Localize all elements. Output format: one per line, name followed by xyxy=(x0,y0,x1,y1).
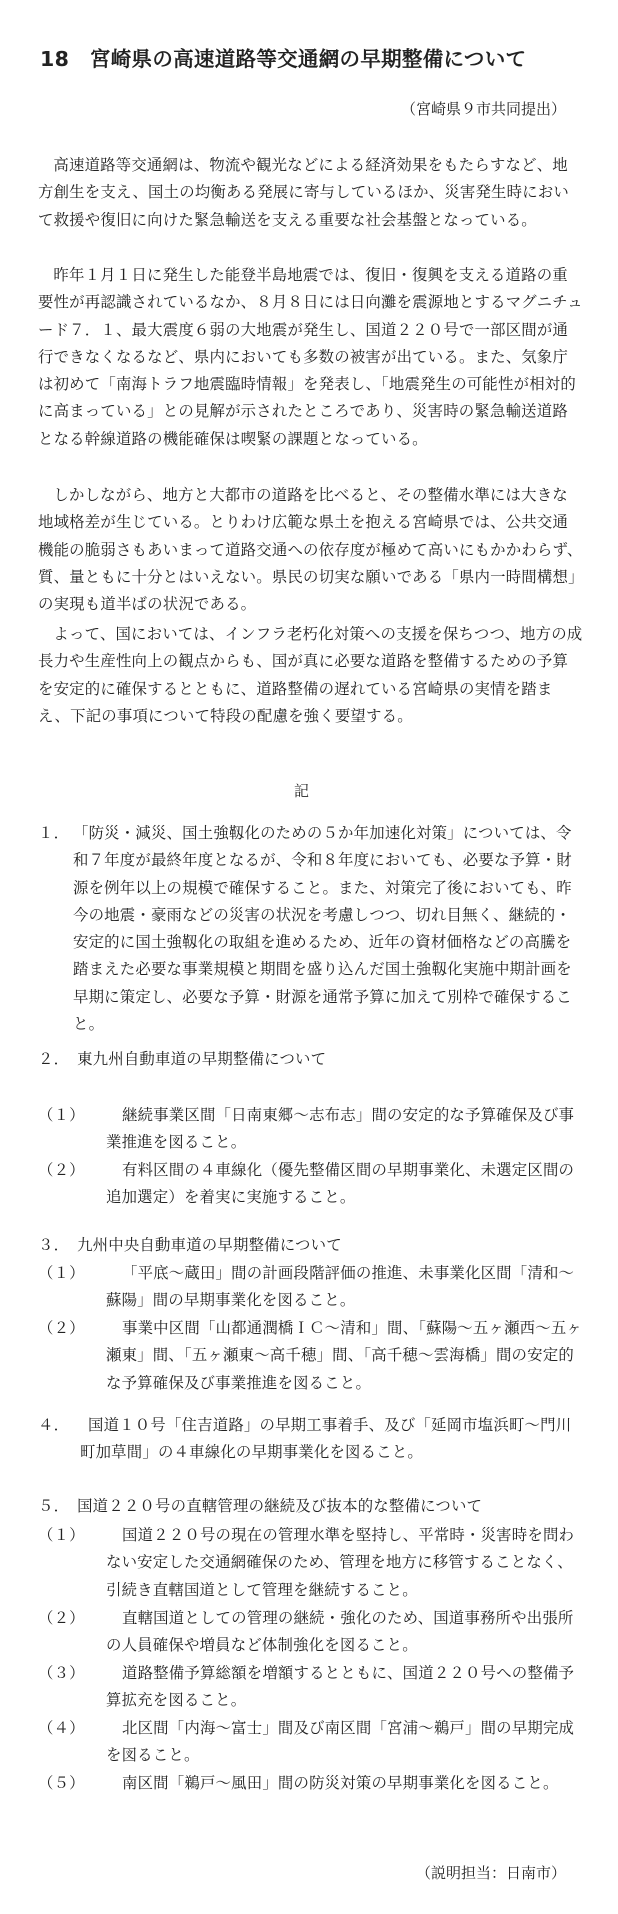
item-number: ４． xyxy=(38,1416,70,1434)
sub-item-number: （１） xyxy=(38,1264,85,1282)
sub-item xyxy=(38,1315,583,1397)
submitter-note: （宮崎県９市共同提出） xyxy=(400,100,566,118)
sub-item xyxy=(38,1260,583,1315)
sub-item xyxy=(38,1660,583,1715)
sub-item-number: （２） xyxy=(38,1319,85,1337)
document-title: 18 宮崎県の高速道路等交通網の早期整備について xyxy=(40,47,527,71)
sub-item xyxy=(38,1157,583,1212)
request-item-4 xyxy=(38,1412,583,1467)
section-heading: ５． 国道２２０号の直轄管理の継続及び抜本的な整備について xyxy=(38,1497,483,1515)
sub-item xyxy=(38,1102,583,1157)
sub-item-text: 有料区間の４車線化（優先整備区間の早期事業化、未選定区間の追加選定）を着実に実施すること。 xyxy=(106,1161,575,1207)
sub-item-text: 「平底～蔵田」間の計画段階評価の推進、未事業化区間「清和～蘇陽」間の早期事業化を図ること。 xyxy=(106,1264,575,1310)
body-paragraph: 高速道路等交通網は、物流や観光などによる経済効果をもたらすなど、地方創生を支え、国土の均衡ある発展に寄与しているほか、災害発生時において救援や復旧に向けた緊急輸送を支える重要な社会基盤となっている。 xyxy=(38,156,570,229)
sub-item-text: 継続事業区間「日南東郷～志布志」間の安定的な予算確保及び事業推進を図ること。 xyxy=(106,1106,575,1152)
explanation-note: （説明担当：日南市） xyxy=(415,1864,566,1882)
sub-item-number: （５） xyxy=(38,1774,85,1792)
body-paragraph: よって、国においては、インフラ老朽化対策への支援を保ちつつ、地方の成長力や生産性向上の観点からも、国が真に必要な道路を整備するための予算を安定的に確保するとともに、道路整備の遅れている宮崎県の実情を踏まえ、下記の事項について特段の配慮を強く要望する。 xyxy=(38,625,583,725)
sub-item-text: 国道２２０号の現在の管理水準を堅持し、平常時・災害時を問わない安定した交通網確保のため、管理を地方に移管することなく、引続き直轄国道として管理を継続すること。 xyxy=(106,1526,575,1599)
sub-item xyxy=(38,1715,583,1770)
sub-item-number: （１） xyxy=(38,1526,85,1544)
body-paragraph: しかしながら、地方と大都市の道路を比べると、その整備水準には大きな地域格差が生じている。とりわけ広範な県土を抱える宮崎県では、公共交通機能の脆弱さもあいまって道路交通への依存度が極めて高いにもかかわらず、質、量ともに十分とはいえない。県民の切実な願いである「県内一時間構想」の実現も道半ばの状況である。 xyxy=(38,486,583,614)
item-number: １． xyxy=(38,824,70,842)
sub-item xyxy=(38,1770,583,1797)
sub-item xyxy=(38,1522,583,1604)
sub-item-number: （２） xyxy=(38,1609,85,1627)
sub-item-number: （３） xyxy=(38,1664,85,1682)
ki-heading: 記 xyxy=(294,782,310,800)
sub-item xyxy=(38,1605,583,1660)
sub-item-number: （２） xyxy=(38,1161,85,1179)
section-heading: ３． 九州中央自動車道の早期整備について xyxy=(38,1236,342,1254)
item-text: 国道１０号「住吉道路」の早期工事着手、及び「延岡市塩浜町～門川町加草間」の４車線化の早期事業化を図ること。 xyxy=(80,1416,572,1462)
sub-item-number: （４） xyxy=(38,1719,85,1737)
body-paragraph: 昨年１月１日に発生した能登半島地震では、復旧・復興を支える道路の重要性が再認識されているなか、８月８日には日向灘を震源地とするマグニチュード７．１、最大震度６弱の大地震が発生し、国道２２０号で一部区間が通行できなくなるなど、県内においても多数の被害が出ている。また、気象庁は初めて「南海トラフ地震臨時情報」を発表し、「地震発生の可能性が相対的に高まっている」との見解が示されたところであり、災害時の緊急輸送道路となる幹線道路の機能確保は喫緊の課題となっている。 xyxy=(38,266,583,448)
sub-item-text: 事業中区間「山都通潤橋ＩＣ～清和」間、「蘇陽～五ヶ瀬西～五ヶ瀬東」間、「五ヶ瀬東～高千穂」間、「高千穂～雲海橋」間の安定的な予算確保及び事業推進を図ること。 xyxy=(106,1319,583,1392)
sub-item-text: 南区間「鵜戸～風田」間の防災対策の早期事業化を図ること。 xyxy=(122,1774,559,1792)
section-heading: ２． 東九州自動車道の早期整備について xyxy=(38,1050,327,1068)
item-text: 「防災・減災、国土強靱化のための５か年加速化対策」については、令和７年度が最終年度となるが、令和８年度においても、必要な予算・財源を例年以上の規模で確保すること。また、対策完了後においても、昨今の地震・豪雨などの災害の状況を考慮しつつ、切れ目無く、継続的・安定的に国土強靱化の取組を進めるため、近年の資材価格などの高騰を踏まえた必要な事業規模と期間を盛り込んだ国土強靱化実施中期計画を早期に策定し、必要な予算・財源を通常予算に加えて別枠で確保すること。 xyxy=(73,824,572,1034)
sub-item-text: 道路整備予算総額を増額するとともに、国道２２０号への整備予算拡充を図ること。 xyxy=(106,1664,575,1710)
sub-item-number: （１） xyxy=(38,1106,85,1124)
request-item-1 xyxy=(38,820,583,1038)
sub-item-text: 直轄国道としての管理の継続・強化のため、国道事務所や出張所の人員確保や増員など体制強化を図ること。 xyxy=(106,1609,574,1655)
sub-item-text: 北区間「内海～富士」間及び南区間「宮浦～鵜戸」間の早期完成を図ること。 xyxy=(106,1719,575,1765)
